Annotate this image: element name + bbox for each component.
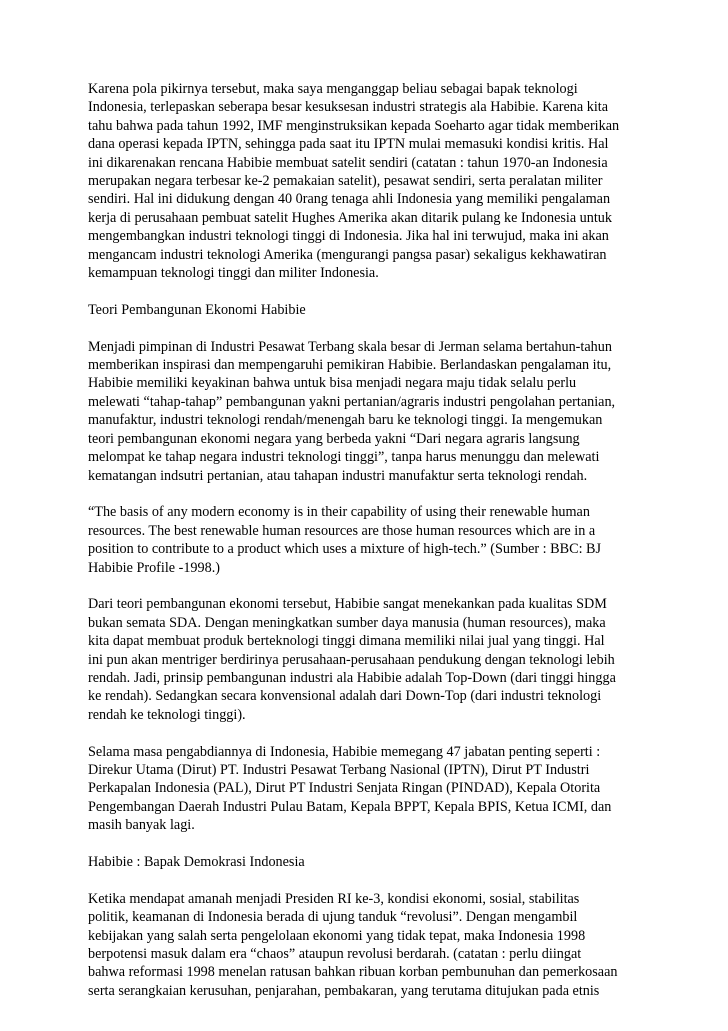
document-page xyxy=(88,80,648,1019)
text-line: kemampuan teknologi tinggi dan militer Indonesia. xyxy=(88,265,379,282)
text-line: Pengembangan Daerah Industri Pulau Batam, Kepala BPPT, Kepala BPIS, Ketua ICMI, dan xyxy=(88,798,612,815)
text-line: politik, keamanan di Indonesia berada di ujung tanduk “revolusi”. Dengan mengambil xyxy=(88,909,578,926)
text-line: rendah ke teknologi tinggi). xyxy=(88,706,246,723)
text-line: ini dikarenakan rencana Habibie membuat satelit sendiri (catatan : tahun 1970-an Indonesia xyxy=(88,154,608,171)
text-line: resources. The best renewable human resources are those human resources which are in a xyxy=(88,522,596,539)
section-heading-economic-theory xyxy=(88,301,648,319)
text-line: Karena pola pikirnya tersebut, maka saya menganggap beliau sebagai bapak teknologi xyxy=(88,81,578,97)
text-line: Selama masa pengabdiannya di Indonesia, Habibie memegang 47 jabatan penting seperti : xyxy=(88,743,601,760)
text-line: rendah. Jadi, prinsip pembangunan industri ala Habibie adalah Top-Down (dari tinggi hingga xyxy=(88,669,616,686)
text-line: berpotensi masuk dalam era “chaos” ataupun revolusi berdarah. (catatan : perlu diingat xyxy=(88,945,582,962)
text-line: bahwa reformasi 1998 menelan ratusan bahkan ribuan korban pembunuhan dan pemerkosaan xyxy=(88,964,618,981)
text-line: Habibie Profile -1998.) xyxy=(88,559,220,576)
paragraph-presidency xyxy=(88,890,648,1000)
text-line: manufaktur, industri teknologi rendah/menengah baru ke teknologi tinggi. Ia mengemukan xyxy=(88,412,603,429)
text-line: merupakan negara terbesar ke-2 pemakaian satelit), pesawat sendiri, serta peralatan militer xyxy=(88,173,603,190)
paragraph-ipn-crisis xyxy=(88,80,648,282)
text-line: Menjadi pimpinan di Industri Pesawat Terbang skala besar di Jerman selama bertahun-tahun xyxy=(88,338,612,355)
text-line: Habibie memiliki keyakinan bahwa untuk bisa menjadi negara maju tidak selalu perlu xyxy=(88,375,577,392)
paragraph-economic-theory xyxy=(88,338,648,485)
text-line: melompat ke tahap negara industri teknologi tinggi”, tanpa harus menunggu dan melewati xyxy=(88,449,600,466)
text-line: teori pembangunan ekonomi negara yang berbeda yakni “Dari negara agraris langsung xyxy=(88,430,580,447)
heading-text: Habibie : Bapak Demokrasi Indonesia xyxy=(88,853,305,870)
text-line: mengancam industri teknologi Amerika (mengurangi pangsa pasar) sekaligus kekhawatiran xyxy=(88,246,607,263)
text-line: melewati “tahap-tahap” pembangunan yakni pertanian/agraris industri pengolahan pertanian, xyxy=(88,393,616,410)
paragraph-positions xyxy=(88,743,648,835)
text-line: dana operasi kepada IPTN, sehingga pada saat itu IPTN mulai memasuki kondisi kritis. Hal xyxy=(88,136,609,153)
text-line: Direkur Utama (Dirut) PT. Industri Pesawat Terbang Nasional (IPTN), Dirut PT Industri xyxy=(88,761,590,778)
text-line: memberikan inspirasi dan mempengaruhi pemikiran Habibie. Berlandaskan pengalaman itu, xyxy=(88,357,612,374)
paragraph-human-resources xyxy=(88,595,648,724)
heading-text: Teori Pembangunan Ekonomi Habibie xyxy=(88,301,306,318)
text-line: position to contribute to a product which uses a mixture of high-tech.” (Sumber : BBC: BJ xyxy=(88,541,602,558)
text-line: kerja di perusahaan pembuat satelit Hughes Amerika akan ditarik pulang ke Indonesia untuk xyxy=(88,209,612,226)
text-line: mengembangkan industri teknologi tinggi di Indonesia. Jika hal ini terwujud, maka ini akan xyxy=(88,228,609,245)
section-heading-democracy xyxy=(88,853,648,871)
text-line: Dari teori pembangunan ekonomi tersebut, Habibie sangat menekankan pada kualitas SDM xyxy=(88,596,607,613)
text-line: ke rendah). Sedangkan secara konvensional adalah dari Down-Top (dari industri teknologi xyxy=(88,688,602,705)
text-line: masih banyak lagi. xyxy=(88,817,195,834)
text-line: Perkapalan Indonesia (PAL), Dirut PT Industri Senjata Ringan (PINDAD), Kepala Otorita xyxy=(88,780,601,797)
text-line: ini pun akan mentriger berdirinya perusahaan-perusahaan pendukung dengan teknologi lebih xyxy=(88,651,615,668)
text-line: kita dapat membuat produk berteknologi tinggi dimana memiliki nilai jual yang tinggi. Hal xyxy=(88,633,605,650)
text-line: Ketika mendapat amanah menjadi Presiden RI ke-3, kondisi ekonomi, sosial, stabilitas xyxy=(88,890,580,907)
text-line: serta serangkaian kerusuhan, penjarahan, pembakaran, yang terutama ditujukan pada etnis xyxy=(88,982,600,999)
text-line: “The basis of any modern economy is in their capability of using their renewable human xyxy=(88,504,590,521)
text-line: tahu bahwa pada tahun 1992, IMF menginstruksikan kepada Soeharto agar tidak memberikan xyxy=(88,117,620,134)
text-line: sendiri. Hal ini didukung dengan 40 0rang tenaga ahli Indonesia yang memiliki pengalaman xyxy=(88,191,611,208)
text-line: kematangan indsutri pertanian, atau tahapan industri manufaktur serta teknologi rendah. xyxy=(88,467,588,484)
text-line: kebijakan yang salah serta pengelolaan ekonomi yang tidak tepat, maka Indonesia 1998 xyxy=(88,927,586,944)
paragraph-quote xyxy=(88,503,648,577)
text-line: bukan semata SDA. Dengan meningkatkan sumber daya manusia (human resources), maka xyxy=(88,614,606,631)
text-line: Indonesia, terlepaskan seberapa besar kesuksesan industri strategis ala Habibie. Karena kita xyxy=(88,99,609,116)
